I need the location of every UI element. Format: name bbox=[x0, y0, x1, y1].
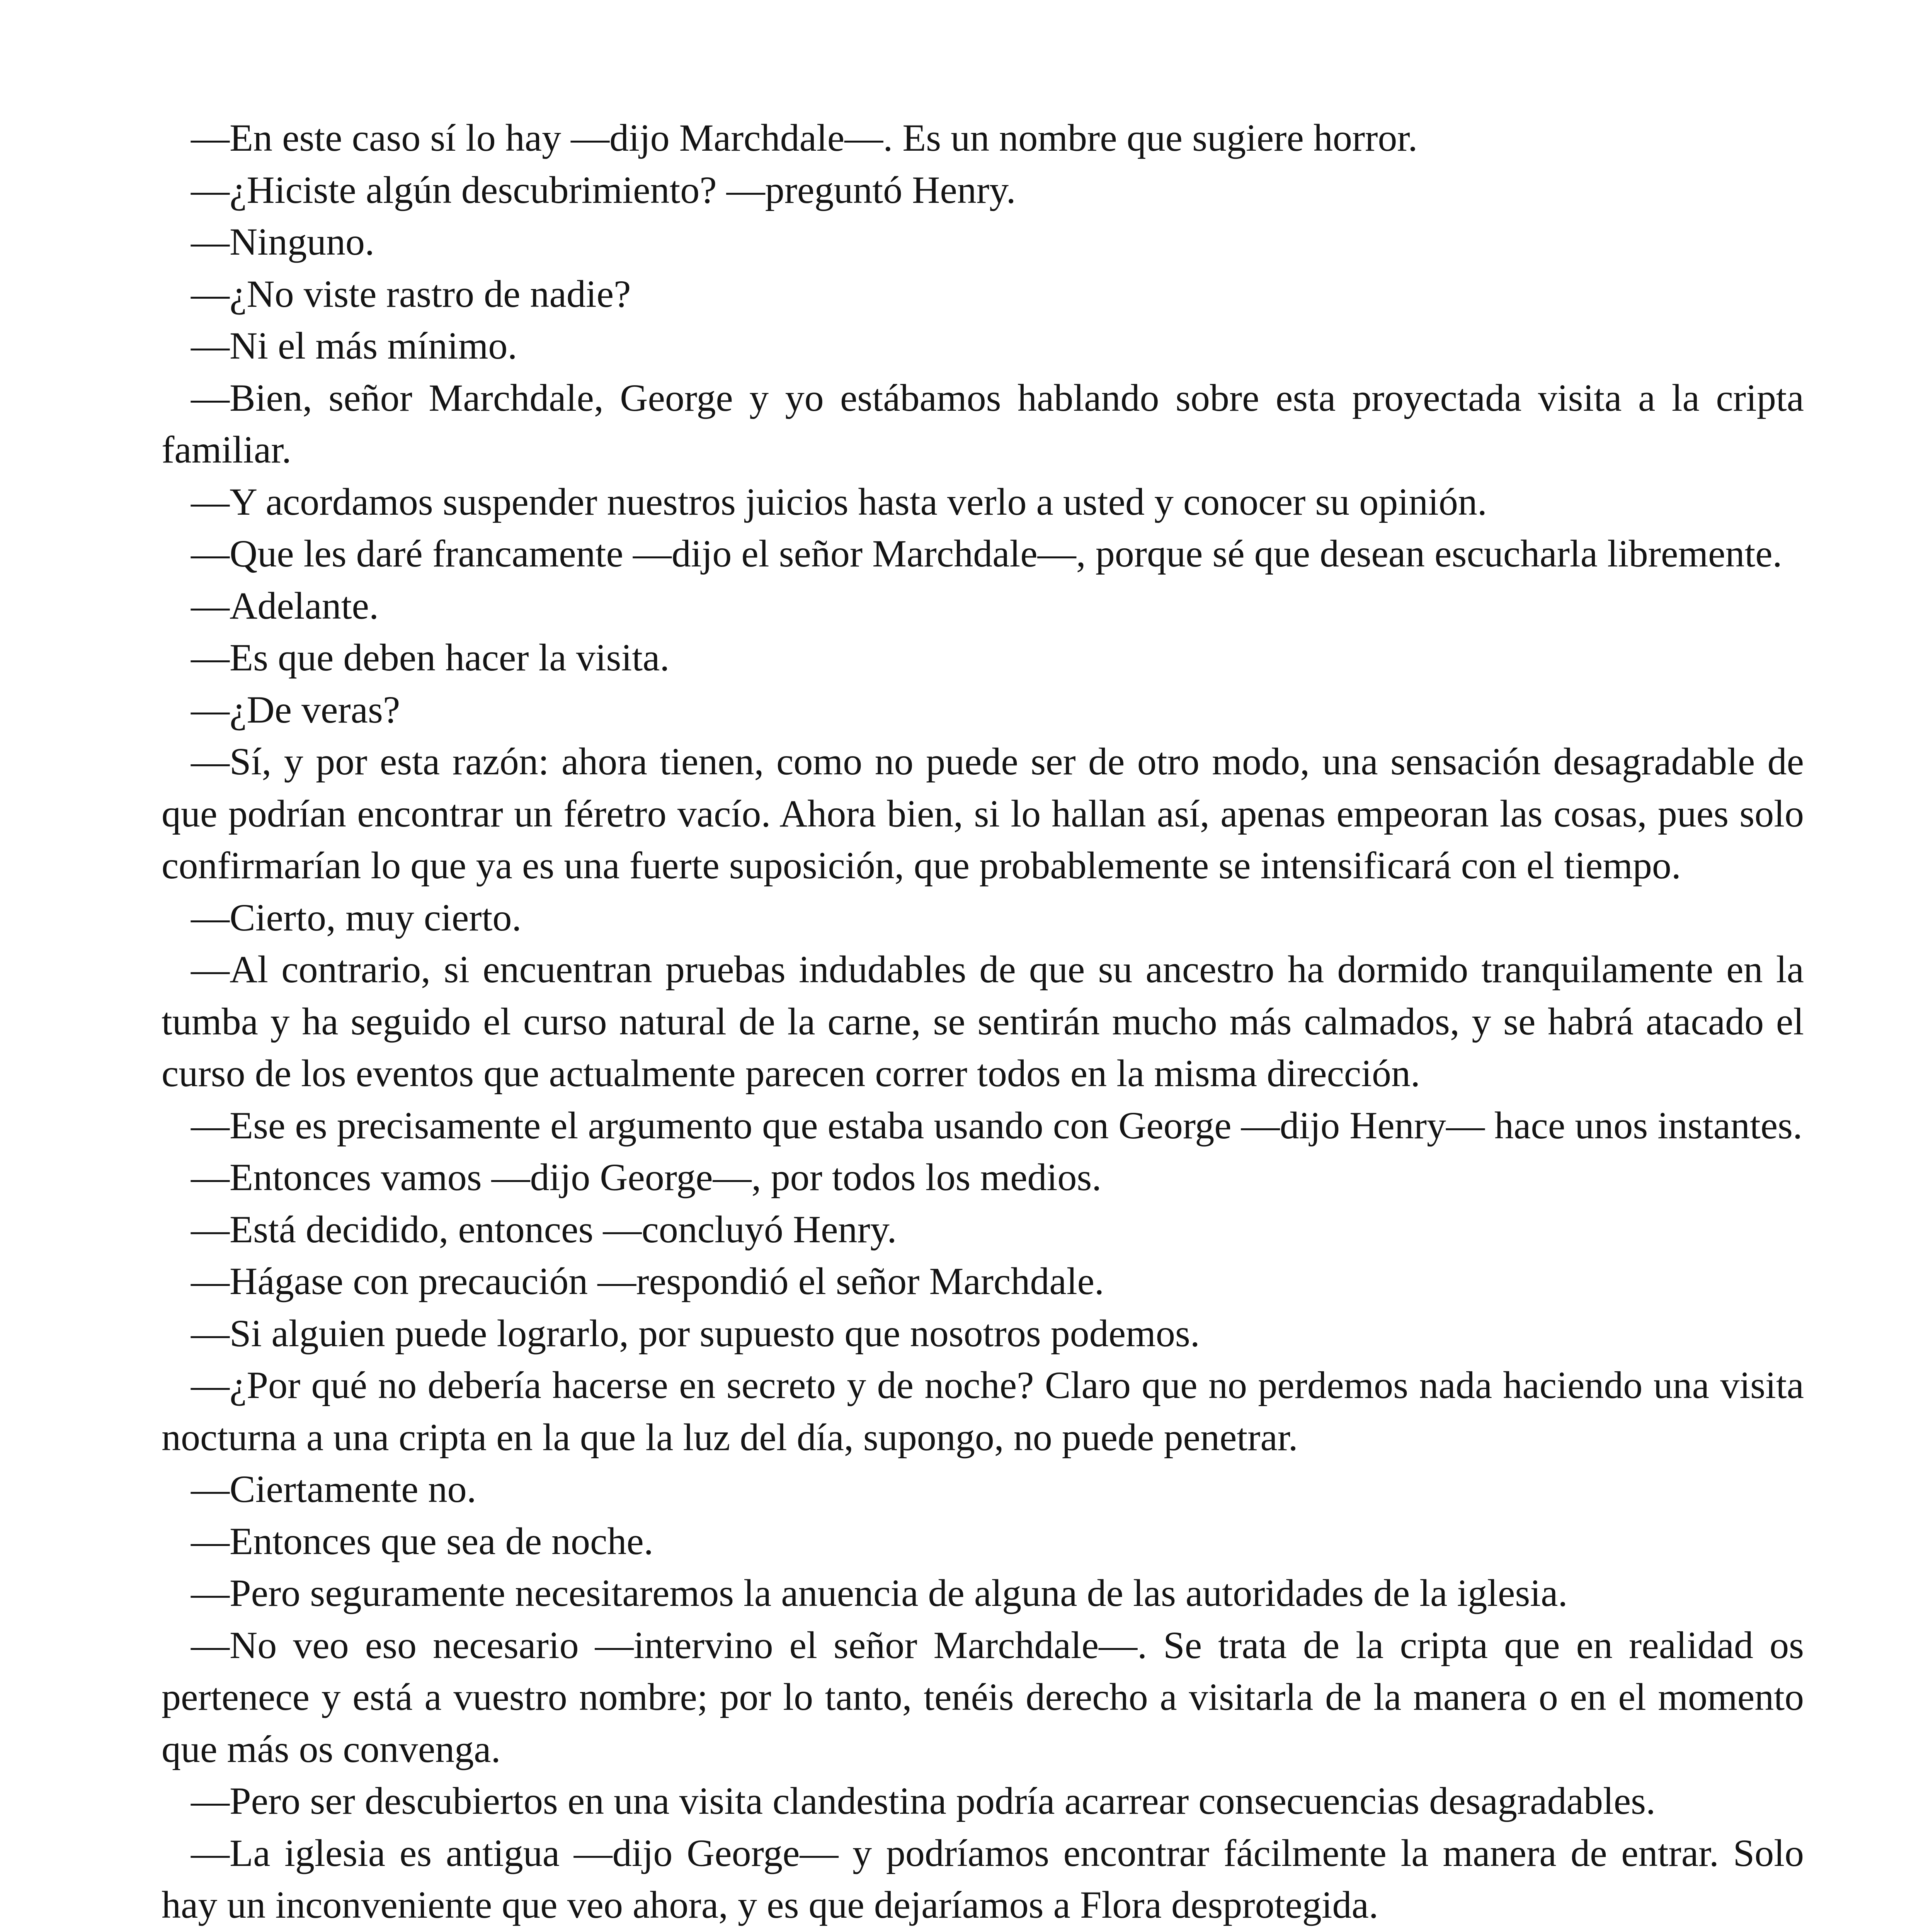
dialogue-paragraph: —¿Por qué no debería hacerse en secreto y de noche? Claro que no perdemos nada haciendo una visita nocturna a una cripta en la que la luz del día, supongo, no puede penetrar. bbox=[162, 1364, 1804, 1459]
dialogue-paragraph: —Que les daré francamente —dijo el señor Marchdale—, porque sé que desean escucharla libremente. bbox=[191, 532, 1782, 575]
dialogue-paragraph: —Cierto, muy cierto. bbox=[191, 896, 522, 939]
dialogue-paragraph: —Si alguien puede lograrlo, por supuesto que nosotros podemos. bbox=[191, 1311, 1200, 1355]
dialogue-paragraph: —Ciertamente no. bbox=[191, 1468, 476, 1510]
dialogue-paragraph: —Adelante. bbox=[191, 584, 379, 627]
dialogue-paragraph: —Ninguno. bbox=[191, 220, 374, 263]
dialogue-paragraph: —Pero seguramente necesitaremos la anuencia de alguna de las autoridades de la iglesia. bbox=[191, 1571, 1568, 1614]
dialogue-paragraph: —Y acordamos suspender nuestros juicios hasta verlo a usted y conocer su opinión. bbox=[191, 480, 1487, 523]
dialogue-paragraph: —No veo eso necesario —intervino el señor Marchdale—. Se trata de la cripta que en realidad os pertenece y está a vuestro nombre; por lo tanto, tenéis derecho a visitarla de la manera o en el momento que más os convenga. bbox=[162, 1623, 1804, 1770]
dialogue-paragraph: —¿No viste rastro de nadie? bbox=[191, 272, 631, 315]
dialogue-paragraph: —Está decidido, entonces —concluyó Henry. bbox=[191, 1208, 897, 1251]
document-body-text bbox=[162, 112, 1804, 1932]
dialogue-paragraph: —Bien, señor Marchdale, George y yo estábamos hablando sobre esta proyectada visita a la cripta familiar. bbox=[162, 376, 1804, 471]
dialogue-paragraph: —Entonces que sea de noche. bbox=[191, 1519, 653, 1563]
dialogue-paragraph: —Entonces vamos —dijo George—, por todos los medios. bbox=[191, 1156, 1102, 1199]
dialogue-paragraph: —Ni el más mínimo. bbox=[191, 324, 517, 367]
dialogue-paragraph: —En este caso sí lo hay —dijo Marchdale—. Es un nombre que sugiere horror. bbox=[191, 116, 1418, 159]
dialogue-paragraph: —Al contrario, si encuentran pruebas indudables de que su ancestro ha dormido tranquilamente en la tumba y ha seguido el curso natural de la carne, se sentirán mucho más calmados, y se habrá atacado el curso de los eventos que actualmente parecen correr todos en la misma dirección. bbox=[162, 948, 1804, 1095]
dialogue-paragraph: —¿De veras? bbox=[191, 688, 400, 731]
dialogue-paragraph: —La iglesia es antigua —dijo George— y podríamos encontrar fácilmente la manera de entrar. Solo hay un inconveniente que veo ahora, y es que dejaríamos a Flora desprotegida. bbox=[162, 1831, 1804, 1926]
dialogue-paragraph: —Pero ser descubiertos en una visita clandestina podría acarrear consecuencias desagradables. bbox=[191, 1779, 1656, 1822]
dialogue-paragraph: —Ese es precisamente el argumento que estaba usando con George —dijo Henry— hace unos instantes. bbox=[191, 1104, 1803, 1147]
dialogue-paragraph: —Es que deben hacer la visita. bbox=[191, 636, 670, 679]
dialogue-paragraph: —¿Hiciste algún descubrimiento? —preguntó Henry. bbox=[191, 168, 1016, 211]
dialogue-paragraph: —Sí, y por esta razón: ahora tienen, como no puede ser de otro modo, una sensación desagradable de que podrían encontrar un féretro vacío. Ahora bien, si lo hallan así, apenas empeoran las cosas, pues solo confirmarían lo que ya es una fuerte suposición, que probablemente se intensificará con el tiempo. bbox=[162, 740, 1804, 887]
dialogue-paragraph: —Hágase con precaución —respondió el señor Marchdale. bbox=[191, 1260, 1104, 1303]
